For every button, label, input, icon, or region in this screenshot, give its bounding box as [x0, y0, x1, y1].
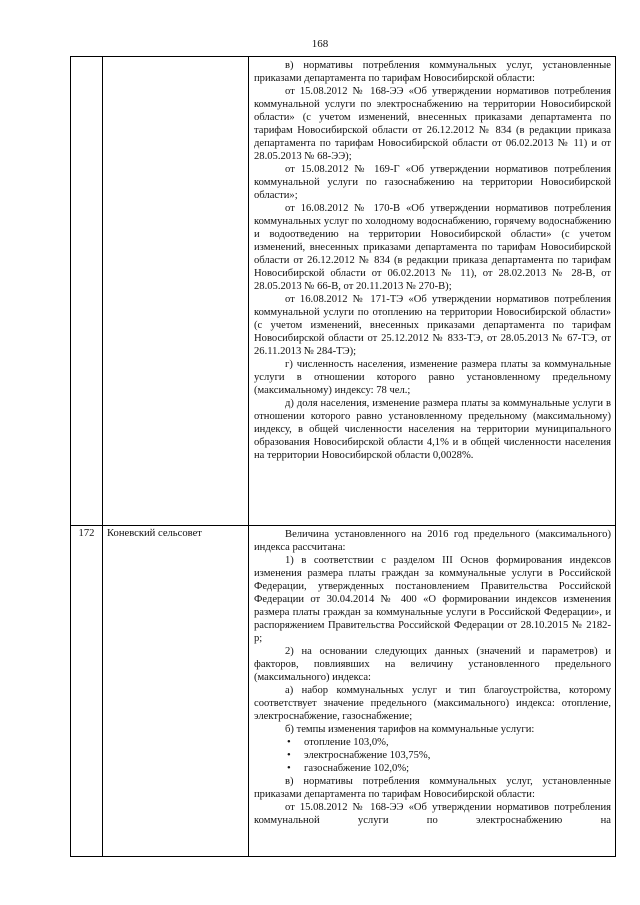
- paragraph: от 15.08.2012 № 168-ЭЭ «Об утверждении нормативов потребления коммунальной услуги по электроснабжению на территории Новосибирской области» (с учетом изменений, внесенных приказами департамента по тарифам Новосибирской области от 26.12.2012 № 834 (в редакции приказа департамента по тарифам Новосибирской области от 06.02.2013 № 11) и от 28.05.2013 № 68-ЭЭ);: [254, 86, 611, 162]
- description-cell: [249, 57, 616, 526]
- list-item: [254, 749, 611, 762]
- list-item-text: отопление 103,0%,: [304, 737, 389, 748]
- paragraph: г) численность населения, изменение размера платы за коммунальные услуги в отношении которого равно установленному предельному (максимальному) индексу: 78 чел.;: [254, 359, 611, 396]
- paragraph: б) темпы изменения тарифов на коммунальные услуги:: [285, 724, 535, 735]
- tariff-list: [254, 736, 611, 775]
- paragraph: от 15.08.2012 № 169-Г «Об утверждении нормативов потребления коммунальной услуги по газоснабжению на территории Новосибирской области»;: [254, 164, 611, 201]
- list-item-text: газоснабжение 102,0%;: [304, 763, 410, 774]
- paragraph: а) набор коммунальных услуг и тип благоустройства, которому соответствует значение предельного (максимального) индекса: отопление, электроснабжение, газоснабжение;: [254, 685, 611, 722]
- table-row: [71, 57, 616, 526]
- bullet-icon: •: [287, 763, 291, 774]
- paragraph: от 16.08.2012 № 171-ТЭ «Об утверждении нормативов потребления коммунальной услуги по отоплению на территории Новосибирской области» (с учетом изменений, внесенных приказами департамента по тарифам Новосибирской области от 25.12.2012 № 833-ТЭ, от 28.05.2013 № 67-ТЭ, от 26.11.2013 № 284-ТЭ);: [254, 294, 611, 357]
- paragraph: от 15.08.2012 № 168-ЭЭ «Об утверждении нормативов потребления коммунальной услуги по электроснабжению на: [254, 802, 611, 826]
- page-number: 168: [311, 38, 329, 50]
- row-number-cell: [71, 57, 103, 526]
- description-cell: [249, 526, 616, 857]
- bullet-icon: •: [287, 750, 291, 761]
- paragraph: 2) на основании следующих данных (значений и параметров) и факторов, повлиявших на величину установленного предельного (максимального) индекса:: [254, 646, 611, 683]
- row-number-cell: 172: [71, 526, 103, 857]
- paragraph: в) нормативы потребления коммунальных услуг, установленные приказами департамента по тарифам Новосибирской области:: [254, 776, 611, 800]
- list-item-text: электроснабжение 103,75%,: [304, 750, 431, 761]
- municipality-name-cell: Коневский сельсовет: [103, 526, 249, 857]
- list-item: [254, 762, 611, 775]
- paragraph: Величина установленного на 2016 год предельного (максимального) индекса рассчитана:: [254, 529, 611, 553]
- bullet-icon: •: [287, 737, 291, 748]
- municipality-name-cell: [103, 57, 249, 526]
- paragraph: от 16.08.2012 № 170-В «Об утверждении нормативов потребления коммунальных услуг по холодному водоснабжению, горячему водоснабжению и водоотведению на территории Новосибирской области» (с учетом изменений, внесенных приказами департамента по тарифам Новосибирской области от 26.12.2012 № 834 (в редакции приказа департамента по тарифам Новосибирской области от 06.02.2013 № 11), от 28.02.2013 № 28-В, от 28.05.2013 № 66-В, от 20.11.2013 № 270-В);: [254, 203, 611, 292]
- paragraph: 1) в соответствии с разделом III Основ формирования индексов изменения размера платы граждан за коммунальные услуги в Российской Федерации, утвержденных постановлением Правительства Российской Федерации от 30.04.2014 № 400 «О формировании индексов изменения размера платы граждан за коммунальные услуги в Российской Федерации», и распоряжением Правительства Российской Федерации от 28.10.2015 № 2182-р;: [254, 555, 611, 644]
- paragraph: д) доля населения, изменение размера платы за коммунальные услуги в отношении которого равно установленному предельному (максимальному) индексу, в общей численности населения на территории муниципального образования Новосибирской области 4,1% и в общей численности населения на территории Новосибирской области 0,0028%.: [254, 398, 611, 461]
- paragraph: в) нормативы потребления коммунальных услуг, установленные приказами департамента по тарифам Новосибирской области:: [254, 60, 611, 84]
- list-item: [254, 736, 611, 749]
- document-table: [70, 56, 616, 857]
- table-row: [71, 526, 616, 857]
